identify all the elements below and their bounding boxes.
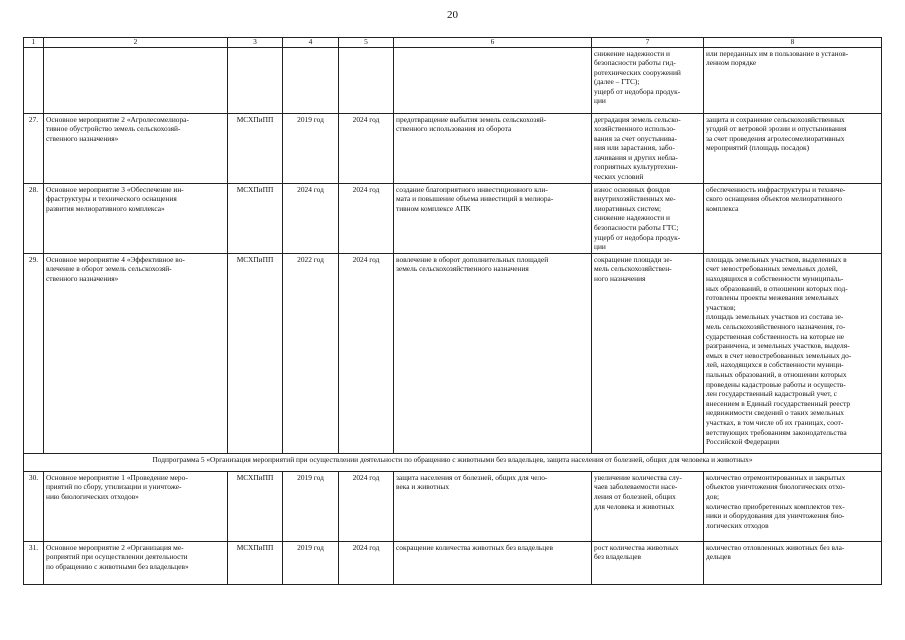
cell-indicators: или переданных им в пользование в установ- ленном порядке: [704, 47, 882, 113]
cell-result: защита населения от болезней, общих для чело- века и животных: [394, 471, 592, 541]
table-row: [24, 113, 882, 183]
cell-measure-name: Основное мероприятие 2 «Организация ме- роприятий при осуществлении деятельности по обращению с животными без владельцев»: [44, 541, 228, 584]
cell-consequences: рост количества животных без владельцев: [592, 541, 704, 584]
cell-start: 2022 год: [283, 253, 339, 453]
table-row-continuation: [24, 47, 882, 113]
cell-num: 27.: [24, 113, 44, 183]
cell-num: 28.: [24, 183, 44, 253]
cell-end: 2024 год: [339, 113, 394, 183]
cell-result: создание благоприятного инвестиционного кли- мата и повышение объема инвестиций в мелиора- тивном комплексе АПК: [394, 183, 592, 253]
table-row: [24, 541, 882, 584]
cell-executor: МСХПиПП: [228, 113, 283, 183]
cell-start: 2024 год: [283, 183, 339, 253]
cell-end: 2024 год: [339, 253, 394, 453]
column-number: 1: [24, 38, 44, 48]
cell-executor: МСХПиПП: [228, 541, 283, 584]
table-row: [24, 253, 882, 453]
column-number: 4: [283, 38, 339, 48]
subprogram-title: Подпрограмма 5 «Организация мероприятий при осуществлении деятельности по обращению с животными без владельцев, защита населения от болезней, общих для человека и животных»: [24, 453, 882, 471]
column-number: 8: [704, 38, 882, 48]
cell-measure-name: Основное мероприятие 1 «Проведение меро- приятий по сбору, утилизации и уничтоже- нию биологических отходов»: [44, 471, 228, 541]
cell-executor: МСХПиПП: [228, 253, 283, 453]
column-number: 6: [394, 38, 592, 48]
cell-indicators: количество отловленных животных без вла- дельцев: [704, 541, 882, 584]
subprogram-row: [24, 453, 882, 471]
cell-indicators: защита и сохранение сельскохозяйственных угодий от ветровой эрозии и опустынивания за счет проведения агролесомелиоративных мероприятий (площадь посадок): [704, 113, 882, 183]
cell-executor: МСХПиПП: [228, 471, 283, 541]
cell-consequences: увеличение количества слу- чаев заболеваемости насе- ления от болезней, общих для человека и животных: [592, 471, 704, 541]
cell-indicators: количество отремонтированных и закрытых объектов уничтожения биологических отхо- дов; количество приобретенных комплектов тех- ники и оборудования для уничтожения био- логических отходов: [704, 471, 882, 541]
table-row: [24, 471, 882, 541]
table-row: [24, 183, 882, 253]
cell-start: 2019 год: [283, 541, 339, 584]
cell-result: сокращение количества животных без владельцев: [394, 541, 592, 584]
cell-empty: [394, 47, 592, 113]
cell-empty: [339, 47, 394, 113]
cell-empty: [228, 47, 283, 113]
cell-executor: МСХПиПП: [228, 183, 283, 253]
cell-num: 29.: [24, 253, 44, 453]
cell-indicators: площадь земельных участков, выделенных в счет невостребованных земельных долей, находящихся в собственности муниципаль- ных образований, в отношении которых под- готовлены проекты межевания земельных участков; площадь земельных участков из состава зе- мель сельскохозяйственного назначения, го- сударственная собственность на которые не разграничена, и земельных участков, выделя- емых в счет невостребованных земельных до- лей, находящихся в собственности муници- пальных образований, в отношении которых проведены кадастровые работы и осуществ- лен государственный кадастровый учет, с внесением в Единый государственный реестр недвижимости сведений о таких земельных участках, в том числе об их границах, соот- ветствующих требованиям законодательства Российской Федерации: [704, 253, 882, 453]
cell-consequences: износ основных фондов внутрихозяйственных ме- лиоративных систем; снижение надежности и безопасности работы ГТС; ущерб от недобора продук- ции: [592, 183, 704, 253]
cell-consequences: сокращение площади зе- мель сельскохозяйствен- ного назначения: [592, 253, 704, 453]
cell-start: 2019 год: [283, 471, 339, 541]
column-number: 5: [339, 38, 394, 48]
cell-empty: [24, 47, 44, 113]
cell-empty: [44, 47, 228, 113]
cell-start: 2019 год: [283, 113, 339, 183]
column-number: 2: [44, 38, 228, 48]
cell-consequences: снижение надежности и безопасности работы гид- ротехнических сооружений (далее – ГТС); ущерб от недобора продук- ции: [592, 47, 704, 113]
column-number: 3: [228, 38, 283, 48]
cell-end: 2024 год: [339, 541, 394, 584]
cell-result: предотвращение выбытия земель сельскохозяй- ственного использования из оборота: [394, 113, 592, 183]
measures-table: [23, 37, 882, 585]
column-number: 7: [592, 38, 704, 48]
cell-empty: [283, 47, 339, 113]
cell-measure-name: Основное мероприятие 3 «Обеспечение ин- фраструктуры и технического оснащения развития мелиоративного комплекса»: [44, 183, 228, 253]
cell-end: 2024 год: [339, 183, 394, 253]
page-number: 20: [447, 9, 458, 21]
cell-measure-name: Основное мероприятие 2 «Агролесомелиора- тивное обустройство земель сельскохозяй- ственного назначения»: [44, 113, 228, 183]
cell-consequences: деградация земель сельско- хозяйственного использо- вания за счет опустынива- ния или зарастания, забо- лачивания и других небла- гоприятных культуртехни- ческих условий: [592, 113, 704, 183]
cell-num: 30.: [24, 471, 44, 541]
cell-end: 2024 год: [339, 471, 394, 541]
cell-indicators: обеспеченность инфраструктуры и техниче- ского оснащения объектов мелиоративного комплекса: [704, 183, 882, 253]
cell-result: вовлечение в оборот дополнительных площадей земель сельскохозяйственного назначения: [394, 253, 592, 453]
cell-num: 31.: [24, 541, 44, 584]
column-number-row: [24, 38, 882, 48]
cell-measure-name: Основное мероприятие 4 «Эффективное во- влечение в оборот земель сельскохозяй- ственного назначения»: [44, 253, 228, 453]
